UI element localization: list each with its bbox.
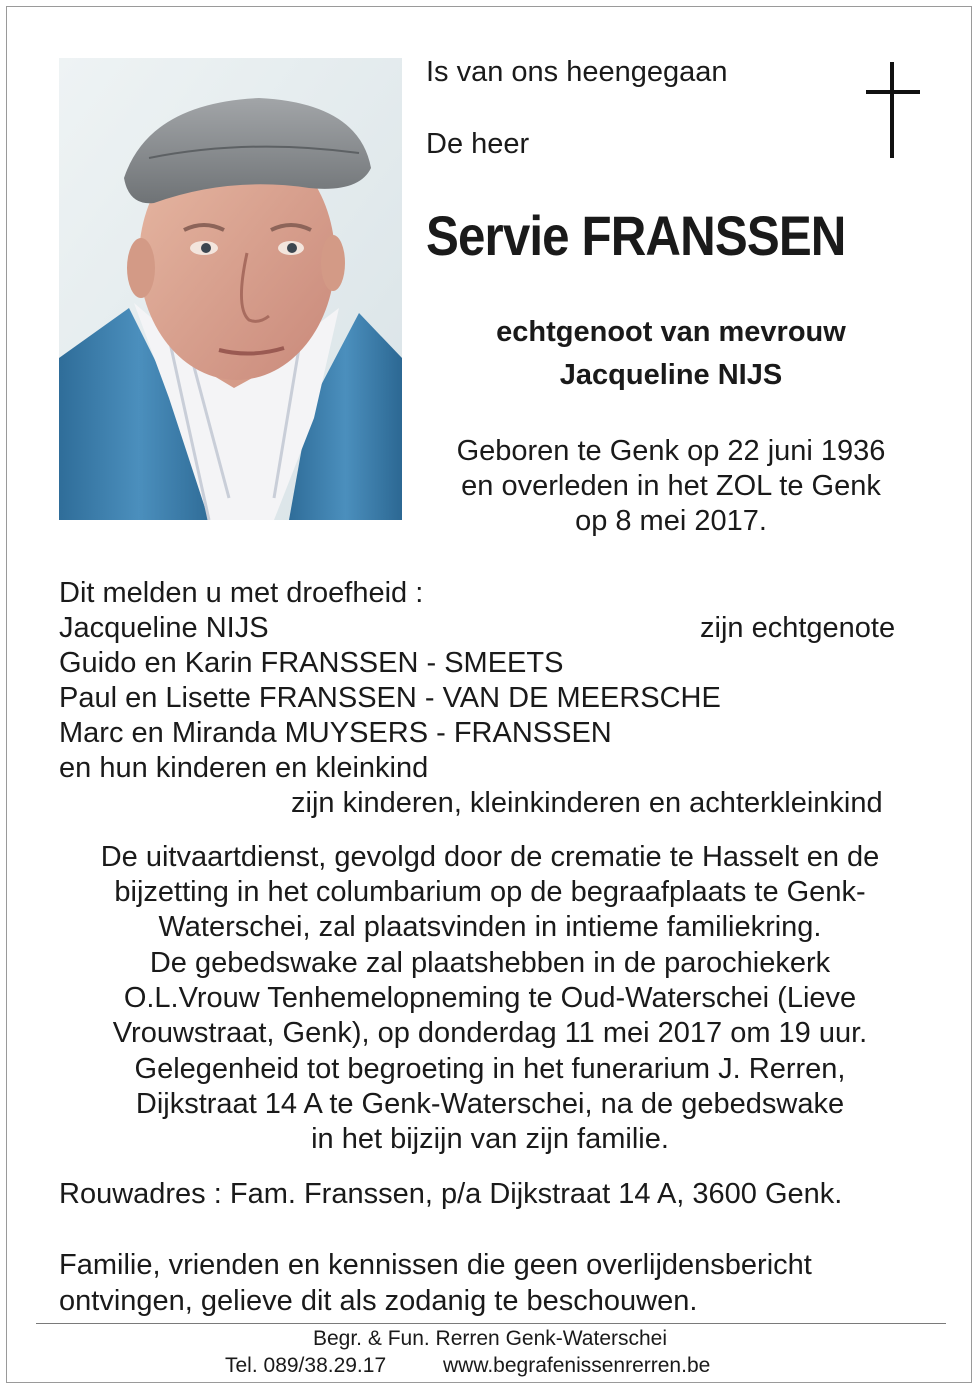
service-line: Dijkstraat 14 A te Genk-Waterschei, na de gebedswake bbox=[135, 1088, 845, 1120]
mourners-intro: Dit melden u met droefheid : bbox=[59, 577, 424, 609]
intro-text: Is van ons heengegaan bbox=[426, 56, 728, 88]
footer-phone: Tel. 089/38.29.17 bbox=[225, 1354, 387, 1377]
mourner-wife-name: Jacqueline NIJS bbox=[59, 612, 269, 644]
footer-divider bbox=[36, 1323, 946, 1324]
service-line: Vrouwstraat, Genk), op donderdag 11 mei 2017 om 19 uur. bbox=[112, 1017, 868, 1049]
service-line: O.L.Vrouw Tenhemelopneming te Oud-Waterschei (Lieve bbox=[123, 982, 857, 1014]
mourning-address: Rouwadres : Fam. Franssen, p/a Dijkstraat 14 A, 3600 Genk. bbox=[59, 1178, 843, 1210]
portrait-photo bbox=[59, 58, 402, 520]
service-line: Waterschei, zal plaatsvinden in intieme familiekring. bbox=[158, 911, 822, 943]
mourner-wife-role: zijn echtgenote bbox=[700, 612, 896, 644]
birth-line: op 8 mei 2017. bbox=[575, 505, 767, 537]
mourner-child: Paul en Lisette FRANSSEN - VAN DE MEERSCHE bbox=[59, 682, 721, 714]
mourner-child: Guido en Karin FRANSSEN - SMEETS bbox=[59, 647, 564, 679]
service-line: in het bijzijn van zijn familie. bbox=[311, 1123, 669, 1155]
service-line: De uitvaartdienst, gevolgd door de crematie te Hasselt en de bbox=[100, 841, 880, 873]
birth-line: en overleden in het ZOL te Genk bbox=[461, 470, 881, 502]
spouse-line-1: echtgenoot van mevrouw bbox=[496, 316, 846, 348]
salutation: De heer bbox=[426, 128, 530, 160]
spouse-line-2: Jacqueline NIJS bbox=[559, 359, 783, 391]
service-line: De gebedswake zal plaatshebben in de parochiekerk bbox=[149, 947, 831, 979]
mourner-child: en hun kinderen en kleinkind bbox=[59, 752, 429, 784]
deceased-name: Servie FRANSSEN bbox=[426, 204, 846, 267]
service-line: Gelegenheid tot begroeting in het funerarium J. Rerren, bbox=[134, 1053, 846, 1085]
service-line: bijzetting in het columbarium op de begraafplaats te Genk- bbox=[114, 876, 866, 908]
footer-website[interactable]: www.begrafenissenrerren.be bbox=[443, 1354, 711, 1377]
mourner-children-role: zijn kinderen, kleinkinderen en achterkleinkind bbox=[291, 787, 883, 819]
notice-line: Familie, vrienden en kennissen die geen overlijdensbericht bbox=[59, 1249, 812, 1281]
notice-line: ontvingen, gelieve dit als zodanig te beschouwen. bbox=[59, 1285, 698, 1317]
footer-company: Begr. & Fun. Rerren Genk-Waterschei bbox=[312, 1327, 668, 1350]
birth-line: Geboren te Genk op 22 juni 1936 bbox=[456, 435, 886, 467]
mourner-child: Marc en Miranda MUYSERS - FRANSSEN bbox=[59, 717, 612, 749]
